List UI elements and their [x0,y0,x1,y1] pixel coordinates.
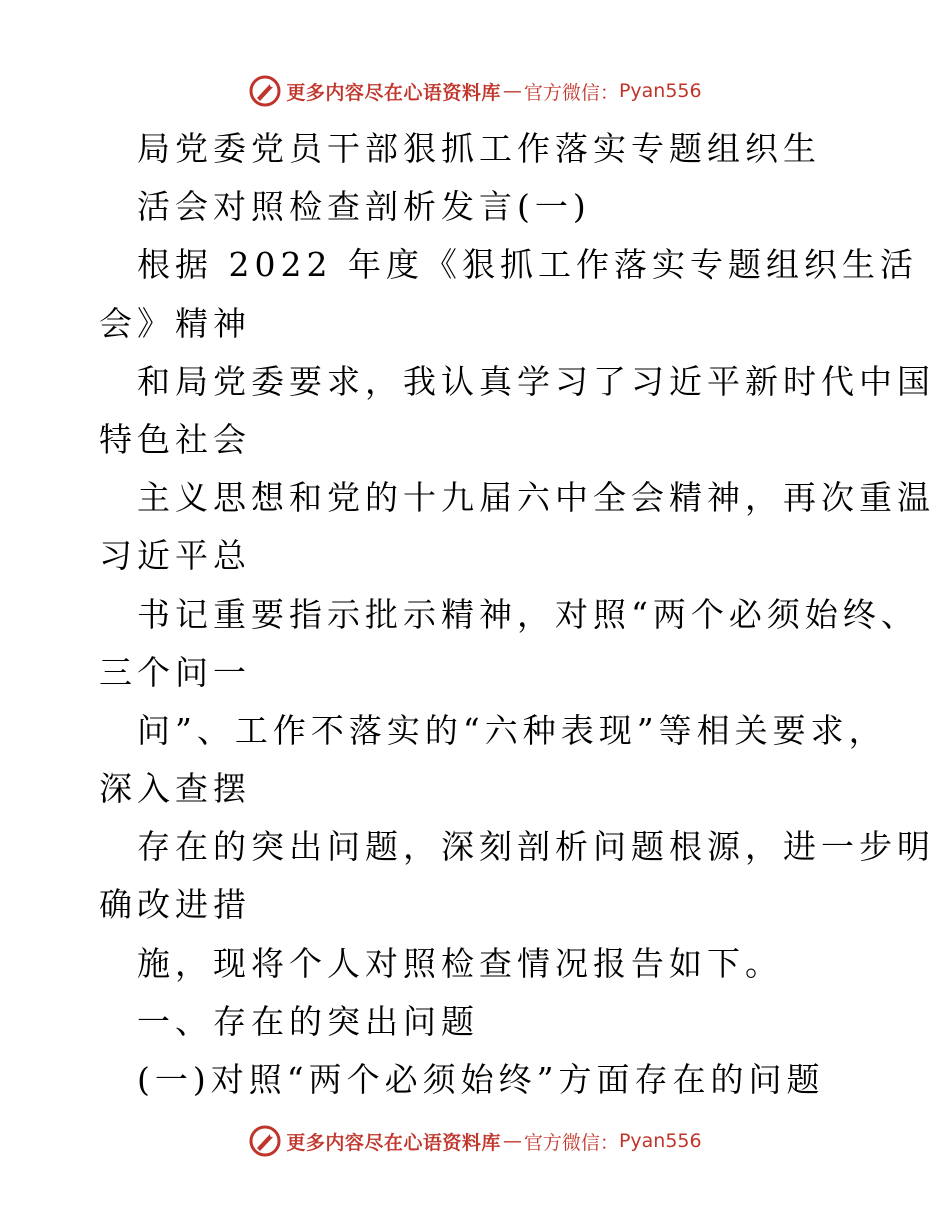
watermark-id: Pyan556 [618,80,702,102]
paragraph-line: 特色社会 [99,419,251,459]
paragraph-line: 存在的突出问题，深刻剖析问题根源，进一步明 [137,827,935,867]
watermark-footer [0,1121,950,1161]
watermark-id: Pyan556 [618,1130,702,1152]
watermark-sub-text: 官方微信： [523,81,619,104]
watermark-header [0,71,950,111]
paragraph-line: 主义思想和党的十九届六中全会精神，再次重温 [137,478,935,518]
paragraph-line: 会》精神 [99,303,251,343]
pen-logo-icon [248,1124,282,1158]
title-line-2: 活会对照检查剖析发言(一) [137,187,591,227]
paragraph-line: 三个问一 [99,652,251,692]
paragraph-line: 根据 2022 年度《狠抓工作落实专题组织生活 [137,245,918,285]
section-heading: 一、存在的突出问题 [137,1001,479,1041]
watermark-separator: — [502,80,522,102]
watermark-separator: — [502,1130,522,1152]
pen-logo-icon [248,74,282,108]
paragraph-line: 施，现将个人对照检查情况报告如下。 [137,943,783,983]
subsection-heading: (一)对照“两个必须始终”方面存在的问题 [137,1060,825,1099]
paragraph-line: 书记重要指示批示精神，对照“两个必须始终、 [137,594,919,634]
paragraph-line: 确改进措 [99,885,251,925]
paragraph-line: 习近平总 [99,536,251,576]
watermark-main-text: 更多内容尽在心语资料库 [286,81,501,104]
paragraph-line: 问”、工作不落实的“六种表现”等相关要求， [137,710,887,750]
title-line-1: 局党委党员干部狠抓工作落实专题组织生 [137,129,821,168]
watermark-main-text: 更多内容尽在心语资料库 [286,1131,501,1154]
paragraph-line: 深入查摆 [99,769,251,809]
watermark-sub-text: 官方微信： [523,1131,619,1154]
paragraph-line: 和局党委要求，我认真学习了习近平新时代中国 [137,361,935,401]
document-body [0,120,950,1109]
